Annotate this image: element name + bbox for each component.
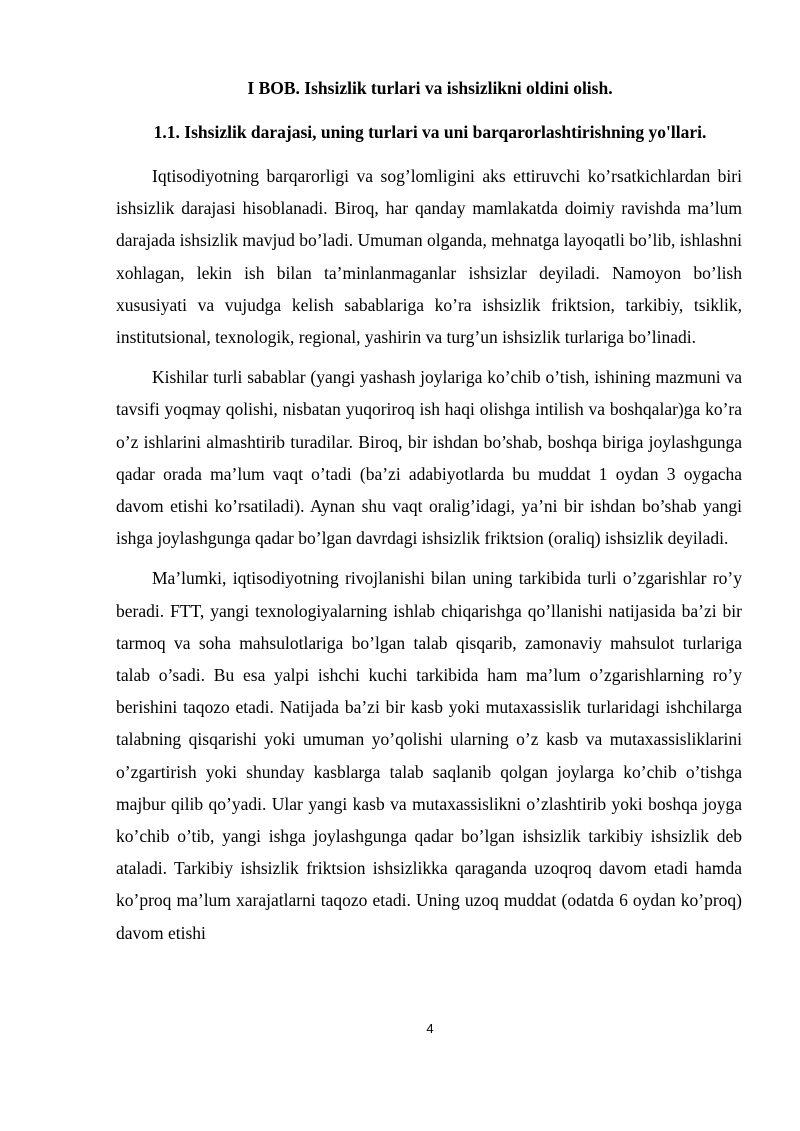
section-title: 1.1. Ishsizlik darajasi, uning turlari va uni barqarorlashtirishning yo'llari.	[153, 122, 707, 142]
body-text	[116, 160, 742, 957]
paragraph-3: Ma’lumki, iqtisodiyotning rivojlanishi bilan uning tarkibida turli o’zgarishlar ro’y beradi. FTT, yangi texnologiyalarning ishlab chiqarishga qo’llanishi natijasida ba’zi bir tarmoq va soha mahsulotlariga bo’lgan talab qisqarib, zamonaviy mahsulot turlariga talab o’sadi. Bu esa yalpi ishchi kuchi tarkibida ham ma’lum o’zgarishlarning ro’y berishini taqozo etadi. Natijada ba’zi bir kasb yoki mutaxassislik turlaridagi ishchilarga talabning qisqarishi yoki umuman yo’qolishi ularning o’z kasb va mutaxassisliklarini o’zgartirish yoki shunday kasblarga talab saqlanib qolgan joylarga ko’chib o’tishga majbur qilib qo’yadi. Ular yangi kasb va mutaxassislikni o’zlashtirib yoki boshqa joyga ko’chib o’tib, yangi ishga joylashgunga qadar bo’lgan ishsizlik tarkibiy ishsizlik deb ataladi. Tarkibiy ishsizlik friktsion ishsizlikka qaraganda uzoqroq davom etadi hamda ko’proq ma’lum xarajatlarni taqozo etadi. Uning uzoq muddat (odatda 6 oydan ko’proq) davom etishi	[116, 568, 742, 943]
chapter-title: I BOB. Ishsizlik turlari va ishsizlikni oldini olish.	[247, 78, 613, 98]
paragraph-1: Iqtisodiyotning barqarorligi va sog’lomligini aks ettiruvchi ko’rsatkichlardan biri ishsizlik darajasi hisoblanadi. Biroq, har qanday mamlakatda doimiy ravishda ma’lum darajada ishsizlik mavjud bo’ladi. Umuman olganda, mehnatga layoqatli bo’lib, ishlashni xohlagan, lekin ish bilan ta’minlanmaganlar ishsizlar deyiladi. Namoyon bo’lish xususiyati va vujudga kelish sabablariga ko’ra ishsizlik friktsion, tarkibiy, tsiklik, institutsional, texnologik, regional, yashirin va turg’un ishsizlik turlariga bo’linadi.	[116, 166, 742, 348]
page-number: 4	[426, 1021, 434, 1036]
paragraph-2: Kishilar turli sabablar (yangi yashash joylariga ko’chib o’tish, ishining mazmuni va tavsifi yoqmay qolishi, nisbatan yuqoriroq ish haqi olishga intilish va boshqalar)ga ko’ra o’z ishlarini almashtirib turadilar. Biroq, bir ishdan bo’shab, boshqa biriga joylashgunga qadar orada ma’lum vaqt o’tadi (ba’zi adabiyotlarda bu muddat 1 oydan 3 oygacha davom etishi ko’rsatiladi). Aynan shu vaqt oralig’idagi, ya’ni bir ishdan bo’shab yangi ishga joylashgunga qadar bo’lgan davrdagi ishsizlik friktsion (oraliq) ishsizlik deyiladi.	[116, 367, 742, 549]
